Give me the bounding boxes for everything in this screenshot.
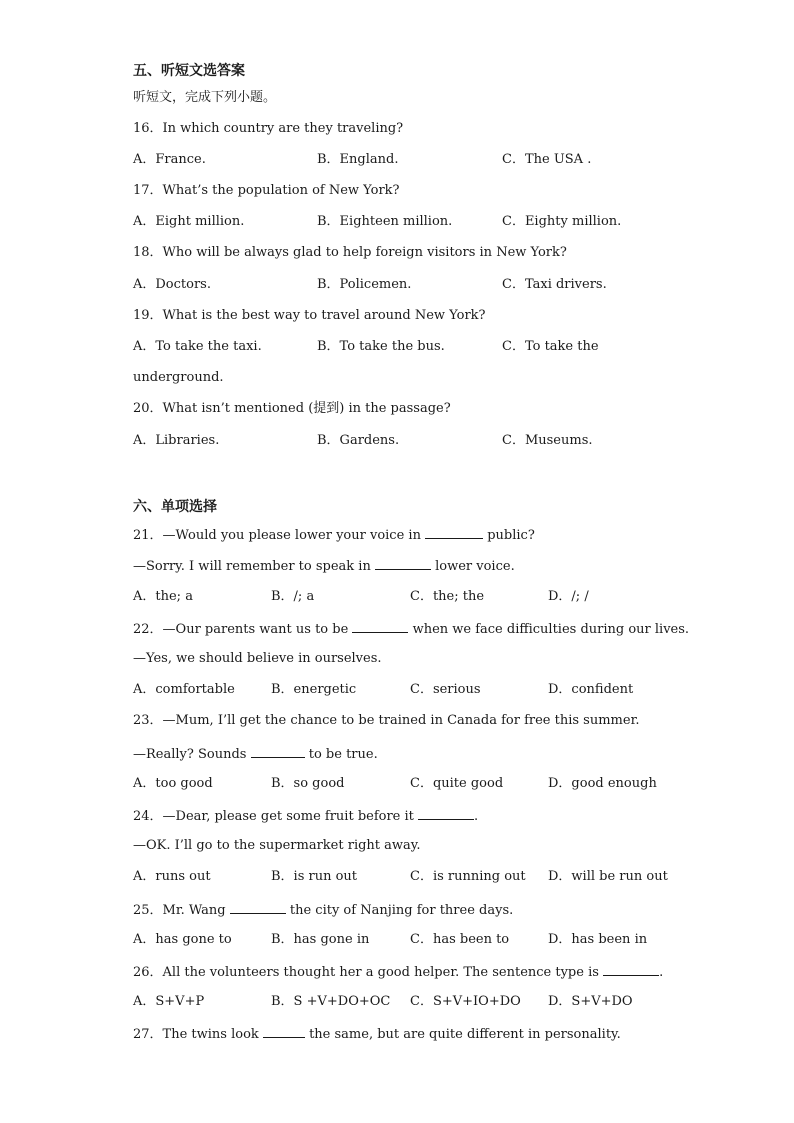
question-20-stem: 20．What isn’t mentioned (提到) in the passage?: [133, 401, 451, 416]
q26-option-d: D．S+V+DO: [548, 994, 633, 1009]
q23-blank: [251, 744, 305, 758]
q22-stem-b: when we face difficulties during our lives.: [412, 622, 690, 637]
q25-option-c: C．has been to: [410, 932, 510, 947]
q18-option-b: B．Policemen.: [317, 277, 412, 292]
q18-option-a: A．Doctors.: [133, 277, 211, 292]
question-17-stem: 17．What’s the population of New York?: [133, 183, 400, 198]
q22-option-d: D．confident: [548, 682, 634, 697]
section5-instruction: 听短文，完成下列小题。: [133, 90, 277, 105]
q22-stem-a: 22．—Our parents want us to be: [133, 622, 349, 637]
q21-stem-b: public?: [487, 528, 535, 543]
q24-option-c: C．is running out: [410, 869, 526, 884]
q21-stem-a: 21．—Would you please lower your voice in: [133, 528, 421, 543]
q26-blank: [603, 962, 659, 976]
q21-option-b: B．/; a: [271, 589, 315, 604]
q26-stem-a: 26．All the volunteers thought her a good helper. The sentence type is: [133, 965, 599, 980]
q25-option-d: D．has been in: [548, 932, 648, 947]
q20-option-c: C．Museums.: [502, 433, 593, 448]
q17-option-c: C．Eighty million.: [502, 214, 622, 229]
q23-option-a: A．too good: [133, 776, 213, 791]
q23-option-b: B．so good: [271, 776, 345, 791]
question-23-reply: [133, 744, 378, 764]
question-19-stem: 19．What is the best way to travel around New York?: [133, 308, 486, 323]
q22-option-c: C．serious: [410, 682, 481, 697]
question-21-reply: [133, 556, 515, 576]
question-26-stem: [133, 962, 663, 982]
question-24-stem: [133, 806, 478, 826]
q16-option-c: C．The USA .: [502, 152, 592, 167]
q22-option-a: A．comfortable: [133, 682, 235, 697]
q20-option-b: B．Gardens.: [317, 433, 400, 448]
q22-option-b: B．energetic: [271, 682, 357, 697]
question-22-reply: —Yes, we should believe in ourselves.: [133, 651, 382, 666]
section5-title: 五、听短文选答案: [133, 63, 245, 79]
q21-option-d: D．/; /: [548, 589, 589, 604]
q24-stem-a: 24．—Dear, please get some fruit before it: [133, 809, 414, 824]
q16-option-b: B．England.: [317, 152, 399, 167]
q19-option-a: A．To take the taxi.: [133, 339, 262, 354]
question-25-stem: [133, 900, 513, 920]
q27-stem-b: the same, but are quite different in personality.: [309, 1027, 621, 1042]
q27-blank: [263, 1024, 305, 1038]
q21-blank: [425, 525, 483, 539]
q26-stem-b: .: [659, 965, 664, 980]
question-18-stem: 18．Who will be always glad to help foreign visitors in New York?: [133, 245, 567, 260]
q16-option-a: A．France.: [133, 152, 206, 167]
q24-blank: [418, 806, 474, 820]
q17-option-b: B．Eighteen million.: [317, 214, 453, 229]
section6-title: 六、单项选择: [133, 499, 217, 515]
q19-option-b: B．To take the bus.: [317, 339, 445, 354]
q21-reply-b: lower voice.: [435, 559, 515, 574]
q19-option-c-continuation: underground.: [133, 370, 224, 385]
q21-option-a: A．the; a: [133, 589, 193, 604]
question-23-stem: 23．—Mum, I’ll get the chance to be trained in Canada for free this summer.: [133, 713, 640, 728]
question-16-stem: 16．In which country are they traveling?: [133, 121, 404, 136]
q23-reply-b: to be true.: [308, 747, 378, 762]
question-24-reply: —OK. I’ll go to the supermarket right away.: [133, 838, 421, 853]
q26-option-b: B．S +V+DO+OC: [271, 994, 391, 1009]
q19-option-c: C．To take the: [502, 339, 599, 354]
q21-reply-a: —Sorry. I will remember to speak in: [133, 559, 371, 574]
q25-stem-b: the city of Nanjing for three days.: [289, 903, 514, 918]
q23-reply-a: —Really? Sounds: [133, 747, 247, 762]
q24-stem-b: .: [474, 809, 479, 824]
q18-option-c: C．Taxi drivers.: [502, 277, 607, 292]
question-21-stem: [133, 525, 535, 545]
q26-option-a: A．S+V+P: [133, 994, 205, 1009]
q24-option-d: D．will be run out: [548, 869, 668, 884]
q17-option-a: A．Eight million.: [133, 214, 245, 229]
q21-reply-blank: [375, 556, 431, 570]
q25-blank: [230, 900, 286, 914]
q25-option-b: B．has gone in: [271, 932, 370, 947]
q24-option-b: B．is run out: [271, 869, 358, 884]
q21-option-c: C．the; the: [410, 589, 485, 604]
q26-option-c: C．S+V+IO+DO: [410, 994, 521, 1009]
q27-stem-a: 27．The twins look: [133, 1027, 259, 1042]
q25-stem-a: 25．Mr. Wang: [133, 903, 226, 918]
q20-option-a: A．Libraries.: [133, 433, 220, 448]
q22-blank: [352, 619, 408, 633]
q23-option-c: C．quite good: [410, 776, 504, 791]
question-27-stem: [133, 1024, 621, 1044]
q25-option-a: A．has gone to: [133, 932, 232, 947]
q23-option-d: D．good enough: [548, 776, 657, 791]
q24-option-a: A．runs out: [133, 869, 211, 884]
question-22-stem: [133, 619, 689, 639]
